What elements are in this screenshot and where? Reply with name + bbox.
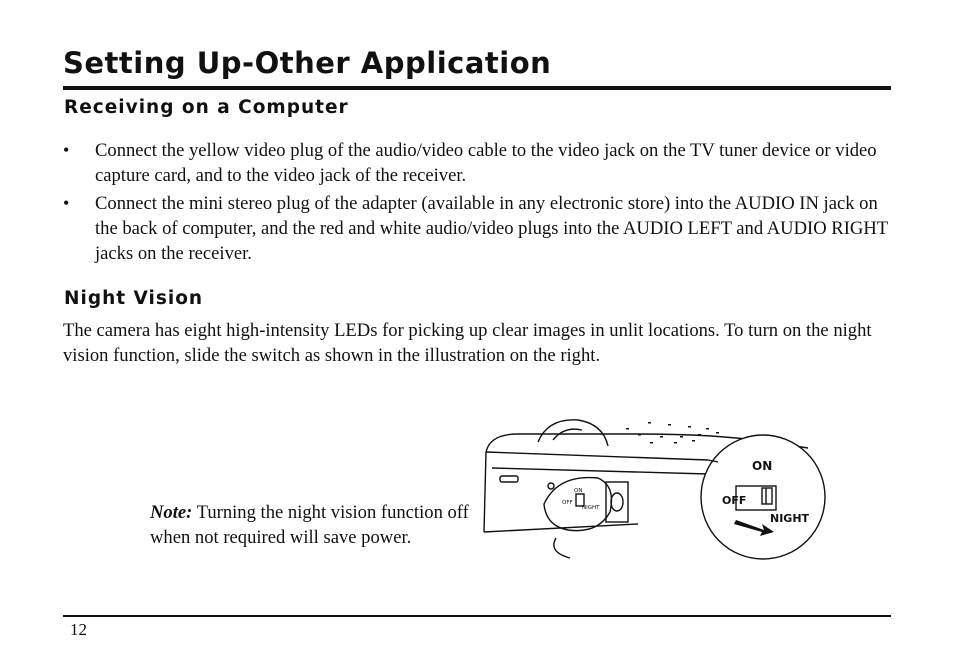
switch-label-night: NIGHT bbox=[770, 512, 810, 525]
switch-label-off: OFF bbox=[722, 494, 747, 507]
list-item bbox=[63, 138, 893, 188]
note bbox=[150, 500, 510, 550]
camera-body-icon bbox=[484, 420, 825, 559]
panel-label-on: ON bbox=[574, 488, 583, 494]
title-rule bbox=[63, 86, 891, 90]
bullet-list bbox=[63, 138, 893, 269]
page-number: 12 bbox=[70, 620, 87, 639]
bullet-icon: • bbox=[63, 140, 70, 160]
bullet-text: Connect the mini stereo plug of the adapter (available in any electronic store) into the AUDIO IN jack on the back of computer, and the red and white audio/video plugs into the AUDIO LEFT and AUDIO RIGHT jacks on the receiver. bbox=[95, 193, 888, 264]
bullet-icon: • bbox=[63, 193, 70, 213]
bullet-text: Connect the yellow video plug of the audio/video cable to the video jack on the TV tuner device or video capture card, and to the video jack of the receiver. bbox=[95, 140, 877, 186]
panel-label-night: NIGHT bbox=[582, 505, 600, 511]
list-item bbox=[63, 191, 893, 266]
note-text: Turning the night vision function off when not required will save power. bbox=[150, 502, 469, 548]
page-title: Setting Up-Other Application bbox=[63, 46, 552, 80]
night-vision-paragraph: The camera has eight high-intensity LEDs for picking up clear images in unlit locations. To turn on the night vision function, slide the switch as shown in the illustration on the right. bbox=[63, 320, 872, 366]
camera-switch-illustration bbox=[478, 412, 834, 560]
switch-label-on: ON bbox=[752, 459, 773, 473]
footer-rule bbox=[63, 615, 891, 617]
note-label: Note: bbox=[150, 502, 193, 523]
section-heading-computer: Receiving on a Computer bbox=[64, 97, 349, 118]
section-heading-night-vision: Night Vision bbox=[64, 288, 204, 309]
panel-label-off: OFF bbox=[562, 500, 573, 506]
led-dots-icon bbox=[626, 422, 719, 444]
